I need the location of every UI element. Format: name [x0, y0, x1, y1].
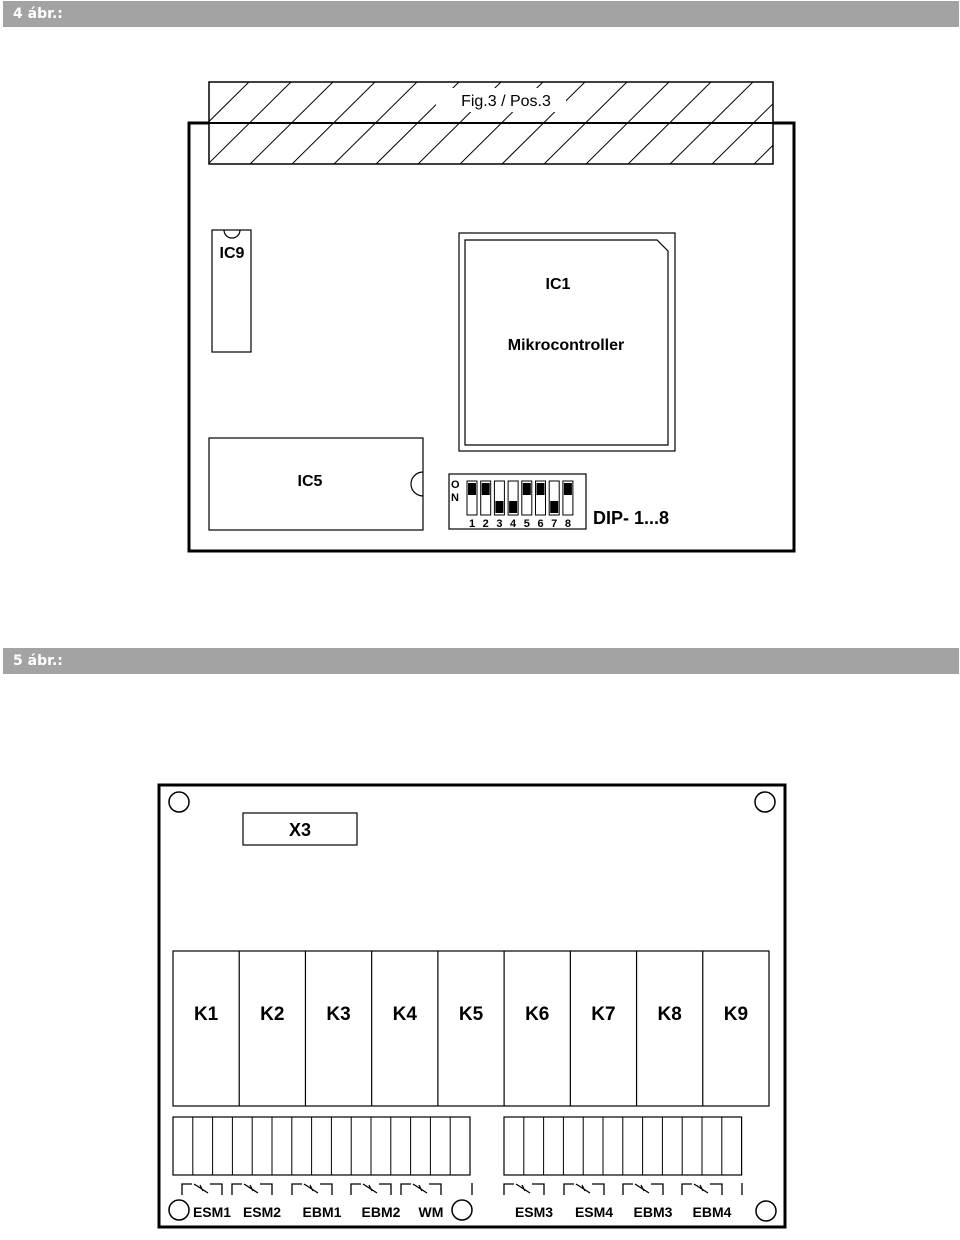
dip-switch-7	[549, 481, 559, 530]
dip-number: 6	[537, 518, 544, 530]
terminal-blocks	[173, 1117, 742, 1175]
dip-number: 1	[468, 518, 476, 530]
relay-label-k1: K1	[193, 1004, 219, 1025]
relay-block	[173, 951, 769, 1106]
section-label: 5 ábr.:	[13, 653, 63, 669]
ic1-chip	[459, 233, 675, 451]
section-label: 4 ábr.:	[13, 6, 63, 22]
pcb-outline	[189, 123, 794, 551]
dip-number: 5	[523, 518, 530, 530]
relay-label-k4: K4	[392, 1004, 417, 1025]
ic9-chip	[212, 230, 251, 352]
relay-label-k8: K8	[657, 1004, 682, 1025]
ic5-chip	[209, 438, 423, 530]
output-label-esm4: ESM4	[574, 1204, 614, 1220]
contact-symbol-esm4	[564, 1184, 604, 1195]
mounting-hole	[755, 792, 775, 812]
dip-switch-3	[494, 481, 504, 530]
dip-label: DIP- 1...8	[593, 508, 670, 528]
contact-symbol-ebm2	[351, 1184, 391, 1195]
dip-number: 8	[564, 518, 571, 530]
mounting-hole	[169, 792, 189, 812]
strip-label: Fig.3 / Pos.3	[461, 93, 551, 110]
section-header-5	[3, 648, 959, 674]
dip-switch-1	[467, 481, 477, 530]
ic5-label: IC5	[297, 473, 323, 490]
dip-number: 2	[482, 518, 489, 530]
ic9-label: IC9	[219, 245, 245, 262]
dip-on-n: N	[451, 492, 459, 504]
output-label-ebm2: EBM2	[361, 1204, 401, 1220]
contact-symbol-esm3	[504, 1184, 544, 1195]
output-label-ebm4: EBM4	[692, 1204, 732, 1220]
contact-symbol-esm1	[182, 1184, 222, 1195]
figure-4-board-diagram	[0, 0, 960, 600]
relay-label-k5: K5	[458, 1004, 484, 1025]
contact-symbol-ebm4	[682, 1184, 722, 1195]
ic1-label: IC1	[545, 276, 571, 293]
dip-switch-4	[508, 481, 518, 530]
relay-label-k7: K7	[591, 1004, 616, 1025]
dip-number: 4	[510, 518, 517, 530]
ic1-description: Mikrocontroller	[507, 337, 625, 354]
dip-on-o: O	[451, 479, 460, 491]
x3-label: X3	[288, 820, 312, 840]
relay-label-k2: K2	[260, 1004, 285, 1025]
output-label-esm3: ESM3	[514, 1204, 554, 1220]
contact-symbol-esm2	[232, 1184, 272, 1195]
contact-symbol-ebm1	[292, 1184, 332, 1195]
relay-contact-symbols	[182, 1183, 742, 1195]
output-label-wm: WM	[418, 1204, 444, 1220]
output-label-esm2: ESM2	[242, 1204, 282, 1220]
dip-switch-6	[536, 481, 546, 530]
hatched-strip	[160, 76, 927, 170]
dip-switch-2	[481, 481, 491, 530]
mounting-hole	[756, 1201, 776, 1221]
figure-5-relay-board-diagram	[0, 680, 960, 1240]
relay-label-k6: K6	[525, 1004, 550, 1025]
relay-label-k3: K3	[326, 1004, 351, 1025]
x3-connector	[243, 813, 357, 845]
relay-label-k9: K9	[723, 1004, 749, 1025]
contact-symbol-wm	[401, 1184, 441, 1195]
output-label-ebm1: EBM1	[302, 1204, 342, 1220]
contact-symbol-ebm3	[623, 1184, 663, 1195]
output-label-esm1: ESM1	[192, 1204, 232, 1220]
dip-switch-8	[563, 481, 573, 530]
dip-switch-5	[522, 481, 532, 530]
mounting-hole	[452, 1200, 472, 1220]
dip-number: 3	[496, 518, 503, 530]
output-label-ebm3: EBM3	[633, 1204, 673, 1220]
dip-number: 7	[551, 518, 558, 530]
dip-switch	[449, 474, 586, 530]
mounting-hole	[169, 1200, 189, 1220]
output-labels	[193, 1204, 732, 1220]
